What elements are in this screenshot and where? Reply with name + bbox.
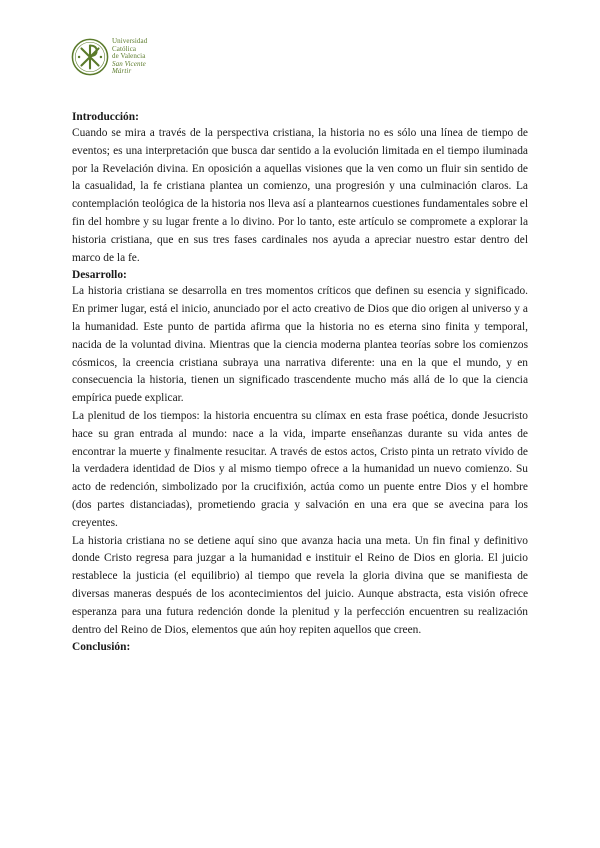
paragraph: La historia cristiana se desarrolla en tres momentos críticos que definen su esencia y significado. En primer lugar, está el inicio, anunciado por el acto creativo de Dios que dio origen al universo y a la humanidad. Este punto de partida afirma que la historia no es eterna sino finita y temporal, nacida de la voluntad divina. Mientras que la ciencia moderna plantea teorías sobre los comienzos cósmicos, la creencia cristiana subraya una narrativa diferente: una en la que el mundo, y en consecuencia la historia, tienen un significado trascendente mucho más allá de lo que la ciencia empírica puede explicar. xyxy=(72,285,528,405)
heading-conclusion: Conclusión: xyxy=(72,641,131,654)
heading-introduccion: Introducción: xyxy=(72,111,139,123)
paragraph: La historia cristiana no se detiene aquí sino que avanza hacia una meta. Un fin final y definitivo donde Cristo regresa para juzgar a la humanidad e instituir el Reino de Dios en gloria. El juicio restablece la justicia (el equilibrio) al tiempo que revela la gloria divina que se manifiesta de diversas maneras después de los acontecimientos del juicio. Aunque abstracta, esta visión ofrece esperanza para una futura redención donde la plenitud y la perfección encuentren su realización dentro del Reino de Dios, elementos que aún hoy repiten aquellos que creen. xyxy=(72,534,528,636)
logo-line: de Valencia xyxy=(112,52,146,61)
chi-rho-seal-icon xyxy=(71,38,109,76)
heading-desarrollo: Desarrollo: xyxy=(72,269,127,282)
paragraph: La plenitud de los tiempos: la historia encuentra su clímax en esta frase poética, donde Jesucristo hace su gran entrada al mundo: nace a la vida, imparte enseñanzas durante su vida antes de encontrar la muerte y finalmente resucitar. A través de estos actos, Cristo pinta un retrato vívido de la verdadera identidad de Dios y al mismo tiempo ofrece a la humanidad un nuevo comienzo. Su acto de redención, simbolizado por la crucifixión, actúa como un puente entre Dios y el hombre (dos partes distanciadas), prometiendo gracia y salvación en una era que se avecina para los creyentes. xyxy=(72,409,528,529)
paragraph: Cuando se mira a través de la perspectiva cristiana, la historia no es sólo una línea de tiempo de eventos; es una interpretación que busca dar sentido a la evolución limitada en el tiempo iluminada por la Revelación divina. En oposición a aquellas visiones que la ven como un fluir sin sentido de la casualidad, la fe cristiana plantea un comienzo, una progresión y una culminación claros. La contemplación teológica de la historia nos lleva así a plantearnos cuestiones fundamentales sobre el fin del hombre y su lugar frente a lo divino. Por lo tanto, este artículo se compromete a explorar la historia cristiana, que en sus tres fases cardinales nos ayuda a apreciar nuestro estar dentro del marco de la fe. xyxy=(72,127,528,264)
university-logo xyxy=(71,37,161,77)
logo-line: Católica xyxy=(112,44,137,53)
document-body xyxy=(72,109,528,655)
logo-line: San Vicente Mártir xyxy=(112,59,146,76)
logo-wordmark xyxy=(112,38,161,76)
logo-line: Universidad xyxy=(112,37,148,46)
